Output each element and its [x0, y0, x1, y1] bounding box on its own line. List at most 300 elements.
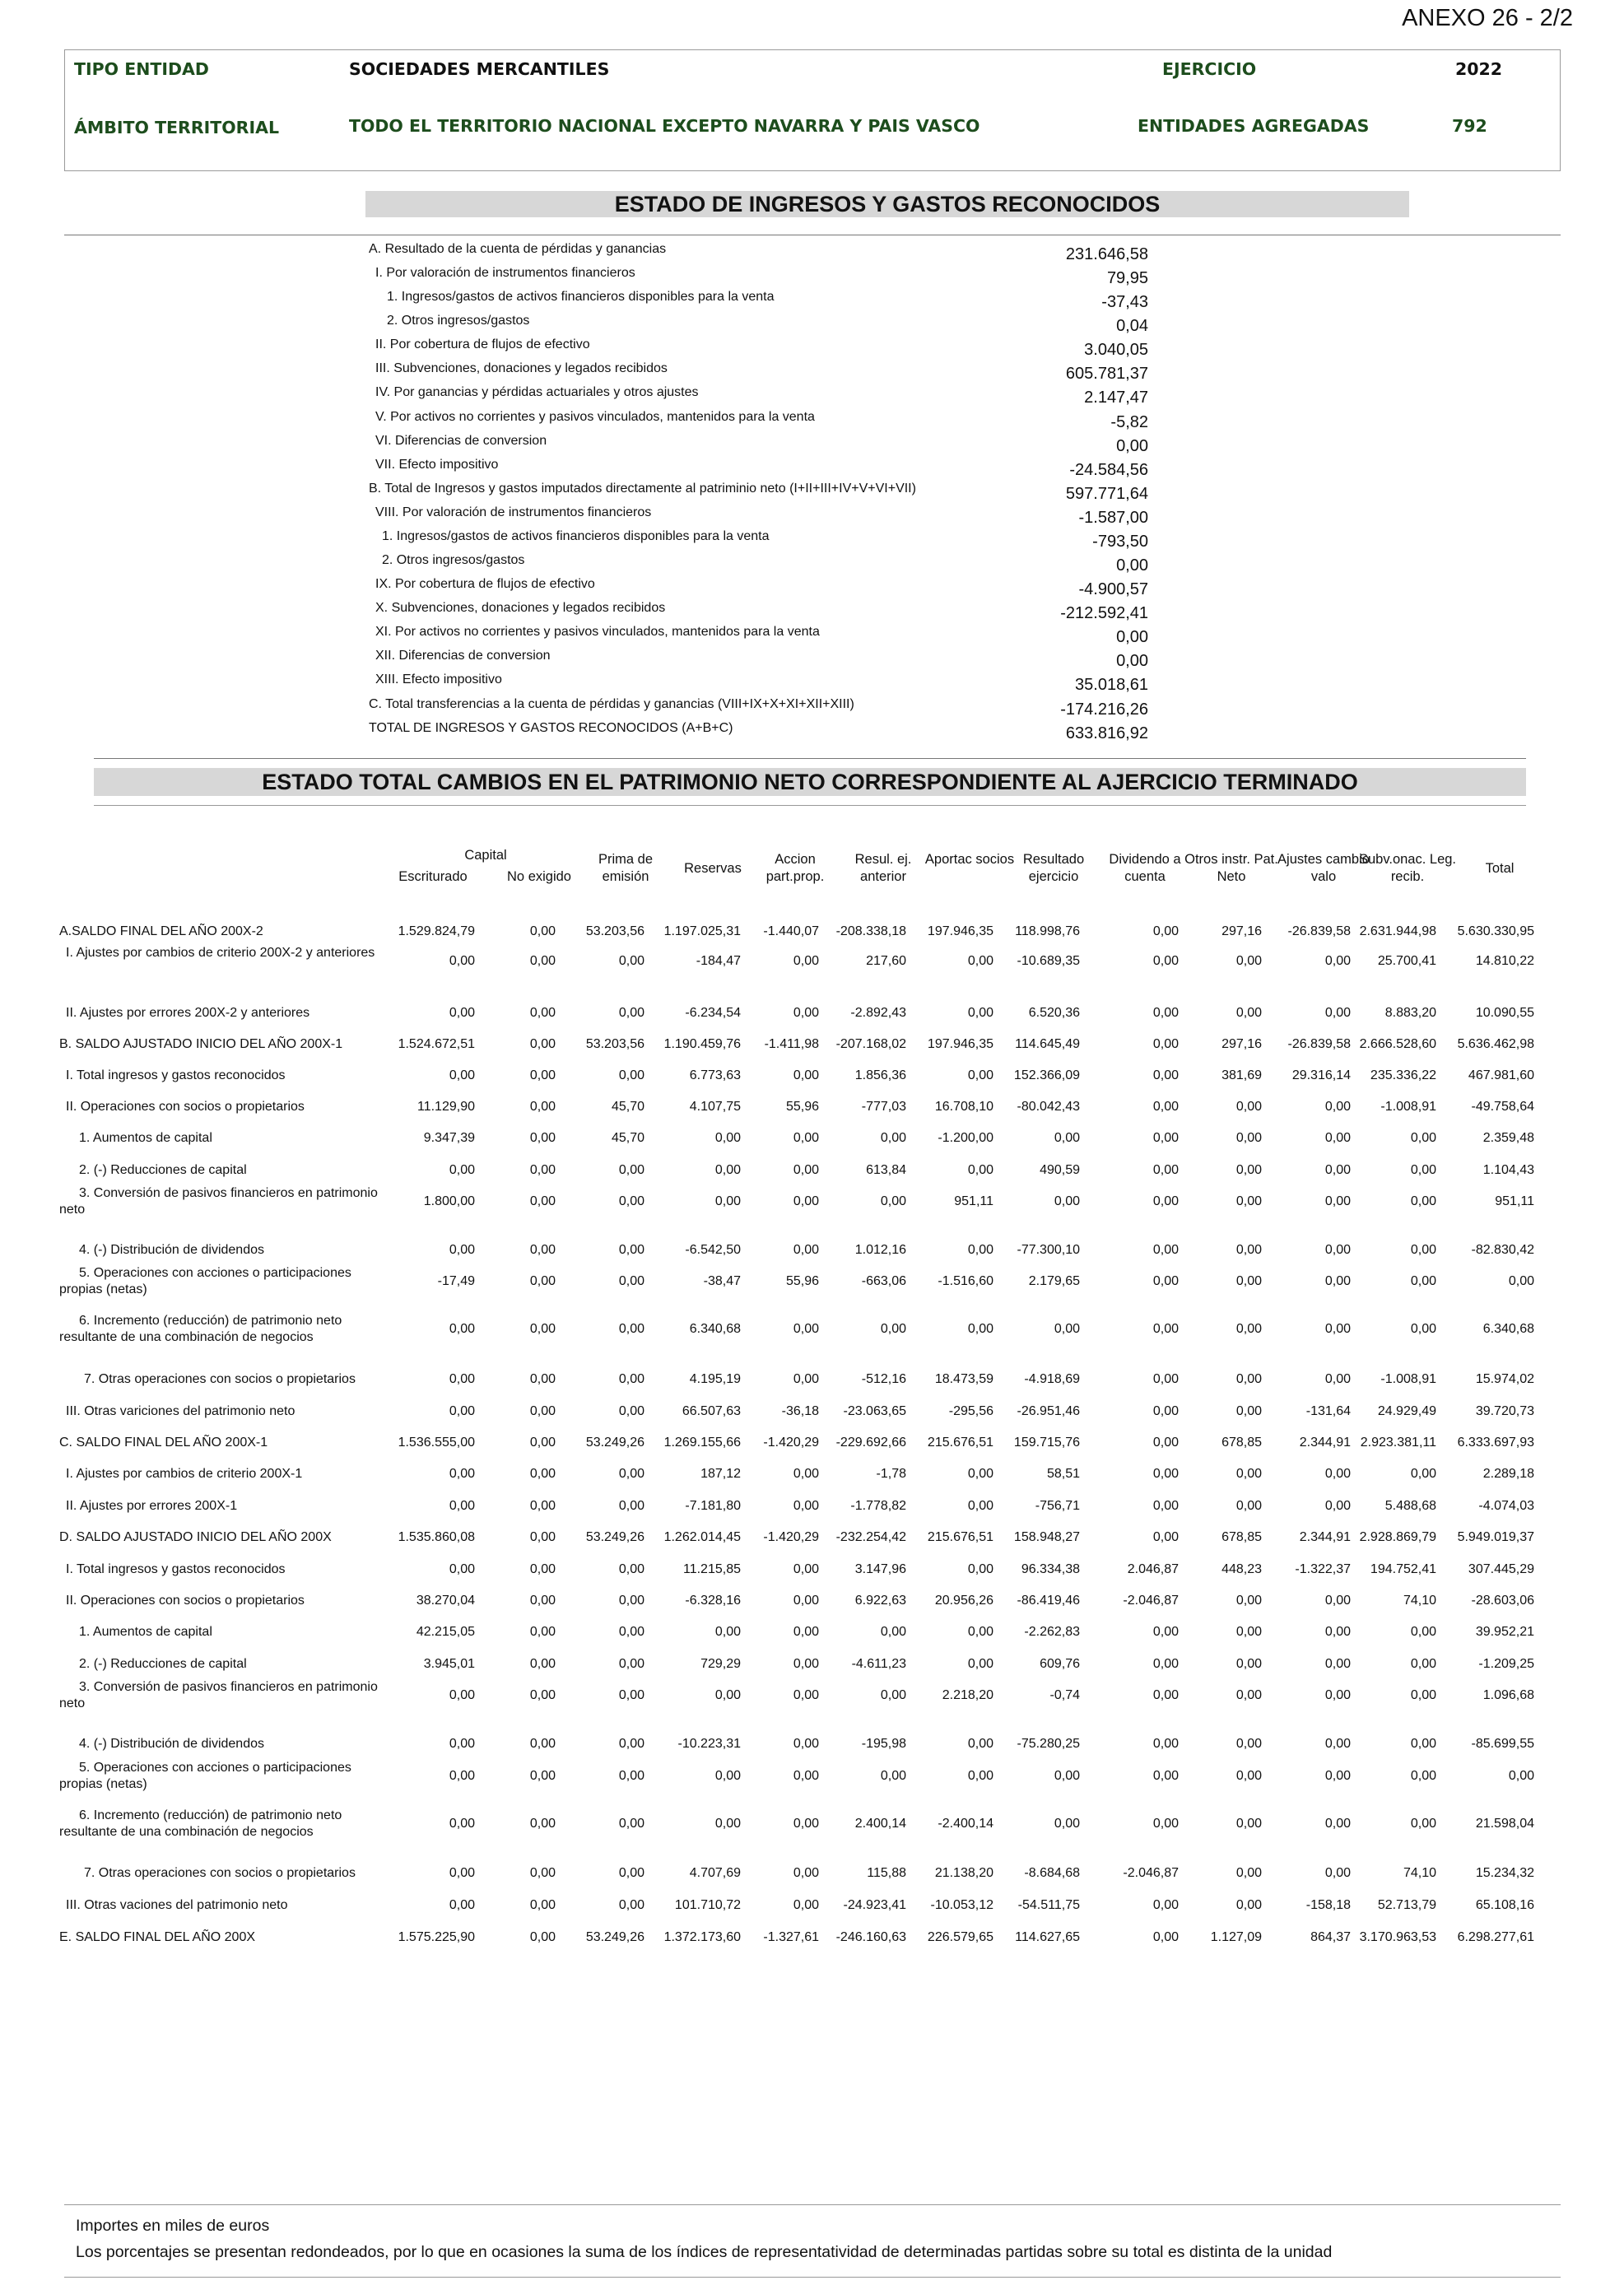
table-cell: 0,00 [793, 1131, 819, 1145]
row-label: II. Operaciones con socios o propietarios [66, 1100, 305, 1114]
table-cell: 197.946,35 [927, 924, 993, 938]
table-cell: 39.720,73 [1475, 1404, 1534, 1418]
table-cell: 194.752,41 [1370, 1562, 1436, 1576]
row-label: VII. Efecto impositivo [375, 457, 499, 472]
table-cell: 187,12 [700, 1467, 741, 1481]
table-cell: -295,56 [948, 1404, 993, 1418]
table-row [0, 1760, 1624, 1793]
table-cell: 0,00 [1152, 1769, 1179, 1783]
row-label: 5. Operaciones con acciones o participaciones propias (netas) [59, 1761, 351, 1791]
table-cell: 217,60 [866, 954, 906, 968]
table-row [0, 915, 1624, 948]
annex-label: ANEXO 26 - 2/2 [1402, 5, 1573, 31]
table-cell: 0,00 [714, 1163, 741, 1177]
table-cell: 74,10 [1403, 1866, 1436, 1880]
table-cell: 0,00 [529, 1530, 556, 1544]
table-cell: 1.262.014,45 [663, 1530, 741, 1544]
table-cell: 0,00 [1410, 1737, 1436, 1751]
table-cell: 0,00 [880, 1625, 906, 1639]
table-cell: 0,00 [1410, 1817, 1436, 1831]
table-cell: -663,06 [861, 1274, 906, 1288]
income-expense-row [0, 458, 1624, 482]
table-cell: -4.918,69 [1024, 1372, 1080, 1386]
row-amount: -212.592,41 [1060, 604, 1148, 623]
table-cell: -195,98 [861, 1737, 906, 1751]
table-cell: 0,00 [1152, 1006, 1179, 1020]
table-cell: 0,00 [529, 1068, 556, 1082]
table-cell: -49.758,64 [1471, 1100, 1534, 1114]
row-label: 6. Incremento (reducción) de patrimonio neto resultante de una combinación de negocios [59, 1314, 342, 1344]
table-cell: 951,11 [1495, 1194, 1534, 1208]
ambito-value: TODO EL TERRITORIO NACIONAL EXCEPTO NAVARRA Y PAIS VASCO [349, 116, 980, 136]
table-cell: 0,00 [1152, 924, 1179, 938]
table-cell: 0,00 [449, 1372, 475, 1386]
table-cell: 8.883,20 [1384, 1006, 1436, 1020]
table-cell: 0,00 [529, 1769, 556, 1783]
table-cell: 2.046,87 [1127, 1562, 1179, 1576]
table-cell: 6.520,36 [1028, 1006, 1080, 1020]
table-cell: -6.328,16 [685, 1594, 741, 1608]
table-cell: 467.981,60 [1468, 1068, 1534, 1082]
table-cell: 0,00 [967, 1737, 993, 1751]
table-cell: 197.946,35 [927, 1037, 993, 1051]
table-cell: 0,00 [1152, 1530, 1179, 1544]
table-cell: 0,00 [1152, 1163, 1179, 1177]
table-cell: -1.327,61 [763, 1930, 819, 1944]
table-cell: 0,00 [1324, 1372, 1351, 1386]
table-cell: -1.008,91 [1380, 1100, 1436, 1114]
table-cell: 1.575.225,90 [398, 1930, 475, 1944]
row-label: E. SALDO FINAL DEL AÑO 200X [59, 1930, 256, 1944]
column-header: Total [1485, 861, 1515, 876]
table-row [0, 1553, 1624, 1586]
footer-divider [64, 2204, 1561, 2205]
row-amount: 35.018,61 [1075, 676, 1148, 695]
table-cell: 0,00 [1152, 1194, 1179, 1208]
table-cell: 5.630.330,95 [1457, 924, 1534, 938]
table-cell: -10.689,35 [1017, 954, 1080, 968]
table-cell: 1.127,09 [1210, 1930, 1262, 1944]
table-cell: 0,00 [880, 1322, 906, 1336]
table-cell: 0,00 [529, 1243, 556, 1257]
table-cell: 4.107,75 [689, 1100, 741, 1114]
row-amount: 605.781,37 [1065, 365, 1148, 384]
table-cell: 0,00 [793, 1594, 819, 1608]
table-cell: 53.249,26 [585, 1930, 644, 1944]
table-cell: -85.699,55 [1471, 1737, 1534, 1751]
table-cell: 0,00 [1324, 1737, 1351, 1751]
table-cell: 0,00 [618, 1467, 644, 1481]
table-cell: -1.420,29 [763, 1436, 819, 1450]
table-cell: 0,00 [449, 954, 475, 968]
row-amount: 0,00 [1116, 556, 1148, 575]
row-amount: 231.646,58 [1065, 245, 1148, 263]
table-cell: 0,00 [449, 1898, 475, 1912]
capital-group-header: Capital [464, 848, 507, 863]
table-cell: -1.420,29 [763, 1530, 819, 1544]
table-cell: 678,85 [1221, 1530, 1262, 1544]
table-cell: 951,11 [954, 1194, 993, 1208]
table-cell: 0,00 [967, 1625, 993, 1639]
column-header: Resultado ejercicio [1022, 852, 1085, 884]
table-cell: 0,00 [967, 1068, 993, 1082]
table-cell: 0,00 [618, 1817, 644, 1831]
table-cell: -208.338,18 [835, 924, 906, 938]
income-expense-row [0, 625, 1624, 649]
table-cell: 0,00 [449, 1817, 475, 1831]
table-cell: 490,59 [1040, 1163, 1080, 1177]
row-label: C. Total transferencias a la cuenta de pérdidas y ganancias (VIII+IX+X+XI+XII+XIII) [369, 696, 854, 711]
table-cell: 0,00 [1235, 1243, 1262, 1257]
table-cell: 38.270,04 [416, 1594, 475, 1608]
table-cell: -777,03 [861, 1100, 906, 1114]
table-row [0, 1679, 1624, 1712]
table-cell: 1.372.173,60 [663, 1930, 741, 1944]
table-cell: -26.951,46 [1017, 1404, 1080, 1418]
row-label: 1. Ingresos/gastos de activos financieros disponibles para la venta [382, 528, 770, 543]
table-row [0, 1091, 1624, 1124]
income-expense-row [0, 697, 1624, 721]
row-amount: 597.771,64 [1065, 484, 1148, 503]
table-cell: 0,00 [1054, 1131, 1080, 1145]
table-row [0, 1363, 1624, 1396]
row-label: 7. Otras operaciones con socios o propietarios [84, 1372, 356, 1386]
table-row [0, 1313, 1624, 1346]
table-cell: 0,00 [529, 1930, 556, 1944]
table-cell: 0,00 [449, 1243, 475, 1257]
row-label: D. SALDO AJUSTADO INICIO DEL AÑO 200X [59, 1530, 332, 1544]
table-cell: 0,00 [529, 1817, 556, 1831]
table-cell: 39.952,21 [1475, 1625, 1534, 1639]
table-cell: 0,00 [618, 1898, 644, 1912]
row-amount: 79,95 [1106, 269, 1148, 288]
table-cell: -10.053,12 [930, 1898, 993, 1912]
row-label: 3. Conversión de pasivos financieros en patrimonio neto [59, 1186, 378, 1217]
table-cell: 3.945,01 [423, 1657, 475, 1671]
column-header: Reservas [684, 861, 742, 876]
table-cell: 2.289,18 [1482, 1467, 1534, 1481]
table-cell: 0,00 [529, 1625, 556, 1639]
table-cell: 58,51 [1046, 1467, 1080, 1481]
table-cell: 0,00 [793, 1562, 819, 1576]
table-row [0, 1028, 1624, 1061]
table-cell: 0,00 [1235, 1372, 1262, 1386]
table-cell: 0,00 [1324, 1625, 1351, 1639]
row-label: 1. Aumentos de capital [79, 1131, 212, 1145]
table-cell: 15.974,02 [1475, 1372, 1534, 1386]
table-cell: 2.344,91 [1299, 1530, 1351, 1544]
table-cell: 3.170.963,53 [1359, 1930, 1436, 1944]
row-label: XIII. Efecto impositivo [375, 672, 502, 687]
table-cell: 0,00 [793, 1163, 819, 1177]
row-amount: 3.040,05 [1084, 341, 1148, 360]
table-row [0, 1808, 1624, 1841]
table-cell: 0,00 [449, 1467, 475, 1481]
row-label: III. Otras variciones del patrimonio neto [66, 1404, 295, 1418]
table-cell: 0,00 [618, 1562, 644, 1576]
table-cell: 6.340,68 [689, 1322, 741, 1336]
row-label: B. SALDO AJUSTADO INICIO DEL AÑO 200X-1 [59, 1037, 343, 1051]
table-row [0, 1857, 1624, 1890]
tipo-entidad-value: SOCIEDADES MERCANTILES [349, 59, 610, 79]
table-cell: 115,88 [867, 1866, 906, 1880]
table-cell: 0,00 [529, 1594, 556, 1608]
table-cell: 6.340,68 [1482, 1322, 1534, 1336]
column-header: Dividendo a cuenta [1109, 852, 1181, 884]
table-cell: 0,00 [967, 1322, 993, 1336]
column-header: Prima de emisión [598, 852, 654, 884]
table-cell: 0,00 [449, 1404, 475, 1418]
table-cell: 0,00 [967, 1006, 993, 1020]
row-amount: -174.216,26 [1060, 700, 1148, 719]
table-cell: 0,00 [529, 1467, 556, 1481]
income-expense-row [0, 242, 1624, 266]
table-cell: 118.998,76 [1015, 924, 1080, 938]
table-cell: -246.160,63 [835, 1930, 906, 1944]
table-cell: 0,00 [529, 1688, 556, 1702]
table-cell: 0,00 [529, 1037, 556, 1051]
table-cell: 2.359,48 [1482, 1131, 1534, 1145]
table-cell: 158.948,27 [1013, 1530, 1080, 1544]
table-cell: -1.209,25 [1478, 1657, 1534, 1671]
table-cell: 0,00 [880, 1194, 906, 1208]
table-cell: 0,00 [1235, 1006, 1262, 1020]
table-cell: 96.334,38 [1021, 1562, 1080, 1576]
table-cell: -2.892,43 [850, 1006, 906, 1020]
table-cell: -36,18 [781, 1404, 819, 1418]
table-cell: 0,00 [714, 1625, 741, 1639]
row-label: V. Por activos no corrientes y pasivos vinculados, mantenidos para la venta [375, 409, 815, 424]
table-cell: 0,00 [1152, 1068, 1179, 1082]
table-cell: 42.215,05 [416, 1625, 475, 1639]
table-cell: -0,74 [1049, 1688, 1080, 1702]
table-cell: 0,00 [1410, 1274, 1436, 1288]
table-cell: 0,00 [618, 1006, 644, 1020]
table-cell: 101.710,72 [674, 1898, 741, 1912]
table-cell: 20.956,26 [934, 1594, 993, 1608]
table-cell: -4.074,03 [1478, 1499, 1534, 1513]
table-cell: -6.542,50 [685, 1243, 741, 1257]
table-cell: 0,00 [1324, 1163, 1351, 1177]
table-cell: 0,00 [618, 1194, 644, 1208]
table-cell: 0,00 [618, 1404, 644, 1418]
table-cell: 0,00 [1054, 1194, 1080, 1208]
table-cell: -2.046,87 [1123, 1866, 1179, 1880]
table-cell: 864,37 [1310, 1930, 1351, 1944]
table-cell: 45,70 [611, 1100, 644, 1114]
table-cell: 0,00 [1508, 1274, 1534, 1288]
table-cell: 0,00 [1410, 1625, 1436, 1639]
row-label: 2. Otros ingresos/gastos [387, 314, 530, 328]
table-cell: -2.400,14 [938, 1817, 993, 1831]
table-cell: 0,00 [1235, 1194, 1262, 1208]
table-cell: 0,00 [1324, 1688, 1351, 1702]
table-cell: 0,00 [793, 1625, 819, 1639]
table-cell: 0,00 [618, 1274, 644, 1288]
table-cell: 0,00 [1508, 1769, 1534, 1783]
table-cell: 11.215,85 [683, 1562, 741, 1576]
table-row [0, 1059, 1624, 1092]
table-cell: 0,00 [1324, 1100, 1351, 1114]
table-cell: 1.536.555,00 [398, 1436, 475, 1450]
table-cell: 0,00 [1324, 954, 1351, 968]
table-cell: -23.063,65 [843, 1404, 906, 1418]
table-cell: 0,00 [1152, 1131, 1179, 1145]
table-cell: 0,00 [1054, 1817, 1080, 1831]
table-cell: 0,00 [449, 1499, 475, 1513]
table-row [0, 1490, 1624, 1523]
table-row [0, 1648, 1624, 1681]
table-cell: 0,00 [529, 1163, 556, 1177]
table-cell: 0,00 [1324, 1467, 1351, 1481]
table-cell: 6.922,63 [854, 1594, 906, 1608]
table-cell: -7.181,80 [685, 1499, 741, 1513]
table-cell: 53.203,56 [585, 924, 644, 938]
table-cell: -10.223,31 [677, 1737, 741, 1751]
table-cell: 0,00 [618, 1737, 644, 1751]
table-cell: 159.715,76 [1013, 1436, 1080, 1450]
column-header: No exigido [507, 869, 571, 884]
table-cell: 215.676,51 [927, 1530, 993, 1544]
table-cell: 0,00 [967, 1499, 993, 1513]
table-cell: 0,00 [793, 1866, 819, 1880]
row-amount: -1.587,00 [1078, 508, 1148, 527]
table-cell: 0,00 [1324, 1322, 1351, 1336]
table-cell: 0,00 [1235, 1657, 1262, 1671]
table-row [0, 1728, 1624, 1761]
table-cell: 0,00 [618, 1372, 644, 1386]
table-cell: -80.042,43 [1017, 1100, 1080, 1114]
table-cell: 152.366,09 [1013, 1068, 1080, 1082]
row-label: II. Por cobertura de flujos de efectivo [375, 337, 590, 352]
row-label: 1. Ingresos/gastos de activos financieros disponibles para la venta [387, 290, 775, 305]
income-expense-row [0, 337, 1624, 361]
table-cell: 0,00 [529, 1131, 556, 1145]
table-row [0, 945, 1624, 978]
table-cell: 2.179,65 [1028, 1274, 1080, 1288]
row-label: 3. Conversión de pasivos financieros en patrimonio neto [59, 1680, 378, 1710]
table-cell: 0,00 [618, 1625, 644, 1639]
table-cell: 0,00 [618, 1657, 644, 1671]
table-cell: 52.713,79 [1377, 1898, 1436, 1912]
table-cell: 0,00 [618, 1068, 644, 1082]
table-cell: 14.810,22 [1475, 954, 1534, 968]
table-cell: -2.046,87 [1123, 1594, 1179, 1608]
row-label: II. Operaciones con socios o propietarios [66, 1594, 305, 1608]
row-label: C. SALDO FINAL DEL AÑO 200X-1 [59, 1436, 268, 1450]
table-cell: 4.195,19 [689, 1372, 741, 1386]
table-cell: 0,00 [1152, 1322, 1179, 1336]
table-cell: 2.631.944,98 [1359, 924, 1436, 938]
table-cell: 0,00 [529, 1006, 556, 1020]
table-cell: 0,00 [793, 1499, 819, 1513]
income-expense-row [0, 290, 1624, 314]
table-cell: 0,00 [1324, 1499, 1351, 1513]
ejercicio-value: 2022 [1455, 59, 1503, 79]
row-label: B. Total de Ingresos y gastos imputados directamente al patriminio neto (I+II+III+IV+V+VI+VII) [369, 481, 916, 496]
row-label: I. Por valoración de instrumentos financieros [375, 266, 635, 281]
table-cell: 0,00 [1152, 1817, 1179, 1831]
table-cell: 0,00 [449, 1737, 475, 1751]
table-cell: -512,16 [861, 1372, 906, 1386]
table-row [0, 1889, 1624, 1922]
column-header: Resul. ej. anterior [854, 852, 912, 884]
table-cell: 1.096,68 [1482, 1688, 1534, 1702]
table-cell: -184,47 [696, 954, 741, 968]
table-cell: 0,00 [1235, 1274, 1262, 1288]
ejercicio-label: EJERCICIO [1162, 59, 1257, 79]
table-cell: 29.316,14 [1291, 1068, 1351, 1082]
table-cell: 0,00 [1410, 1243, 1436, 1257]
table-cell: 0,00 [529, 1194, 556, 1208]
table-cell: 0,00 [793, 1769, 819, 1783]
income-expense-row [0, 529, 1624, 553]
table-cell: 0,00 [529, 1274, 556, 1288]
table-cell: 0,00 [1235, 1866, 1262, 1880]
table-cell: 0,00 [1152, 1930, 1179, 1944]
table-row [0, 1521, 1624, 1554]
income-expense-row [0, 553, 1624, 577]
table-cell: 0,00 [618, 1499, 644, 1513]
table-cell: 0,00 [793, 1322, 819, 1336]
table-cell: 0,00 [1235, 1499, 1262, 1513]
income-expense-row [0, 361, 1624, 385]
table-cell: 235.336,22 [1370, 1068, 1436, 1082]
table-cell: 0,00 [793, 1657, 819, 1671]
table-cell: 0,00 [1410, 1657, 1436, 1671]
table-cell: -17,49 [437, 1274, 475, 1288]
table-cell: 0,00 [967, 1657, 993, 1671]
table-cell: -86.419,46 [1017, 1594, 1080, 1608]
table-cell: -6.234,54 [685, 1006, 741, 1020]
table-cell: -1.411,98 [764, 1037, 819, 1051]
table-cell: 0,00 [1324, 1817, 1351, 1831]
table-cell: 0,00 [1324, 1194, 1351, 1208]
table-cell: 226.579,65 [927, 1930, 993, 1944]
income-expense-row [0, 266, 1624, 290]
table-cell: 0,00 [967, 1769, 993, 1783]
table-cell: -26.839,58 [1287, 924, 1351, 938]
header-box [64, 49, 1561, 171]
table-row [0, 1185, 1624, 1218]
row-label: 6. Incremento (reducción) de patrimonio neto resultante de una combinación de negocios [59, 1808, 342, 1839]
table-cell: 0,00 [529, 1562, 556, 1576]
table-cell: 609,76 [1040, 1657, 1080, 1671]
table-cell: 0,00 [529, 1737, 556, 1751]
table-cell: 215.676,51 [927, 1436, 993, 1450]
table-cell: 0,00 [793, 1688, 819, 1702]
table-cell: 45,70 [611, 1131, 644, 1145]
table-cell: 6.333.697,93 [1457, 1436, 1534, 1450]
table-cell: 0,00 [1152, 1688, 1179, 1702]
table-cell: 0,00 [449, 1163, 475, 1177]
table-cell: 24.929,49 [1377, 1404, 1436, 1418]
table-cell: 0,00 [449, 1006, 475, 1020]
row-label: A. Resultado de la cuenta de pérdidas y ganancias [369, 242, 667, 256]
table-cell: 0,00 [967, 1562, 993, 1576]
row-label: X. Subvenciones, donaciones y legados recibidos [375, 601, 666, 616]
column-header: Subv.onac. Leg. recib. [1358, 852, 1457, 884]
table-cell: 0,00 [714, 1817, 741, 1831]
table-row [0, 1458, 1624, 1491]
table-cell: 297,16 [1221, 1037, 1262, 1051]
row-label: 1. Aumentos de capital [79, 1625, 212, 1639]
table-cell: 448,23 [1221, 1562, 1262, 1576]
table-cell: 1.197.025,31 [663, 924, 741, 938]
row-label: 2. Otros ingresos/gastos [382, 553, 525, 568]
table-cell: 0,00 [967, 954, 993, 968]
row-label: 5. Operaciones con acciones o participaciones propias (netas) [59, 1266, 351, 1296]
